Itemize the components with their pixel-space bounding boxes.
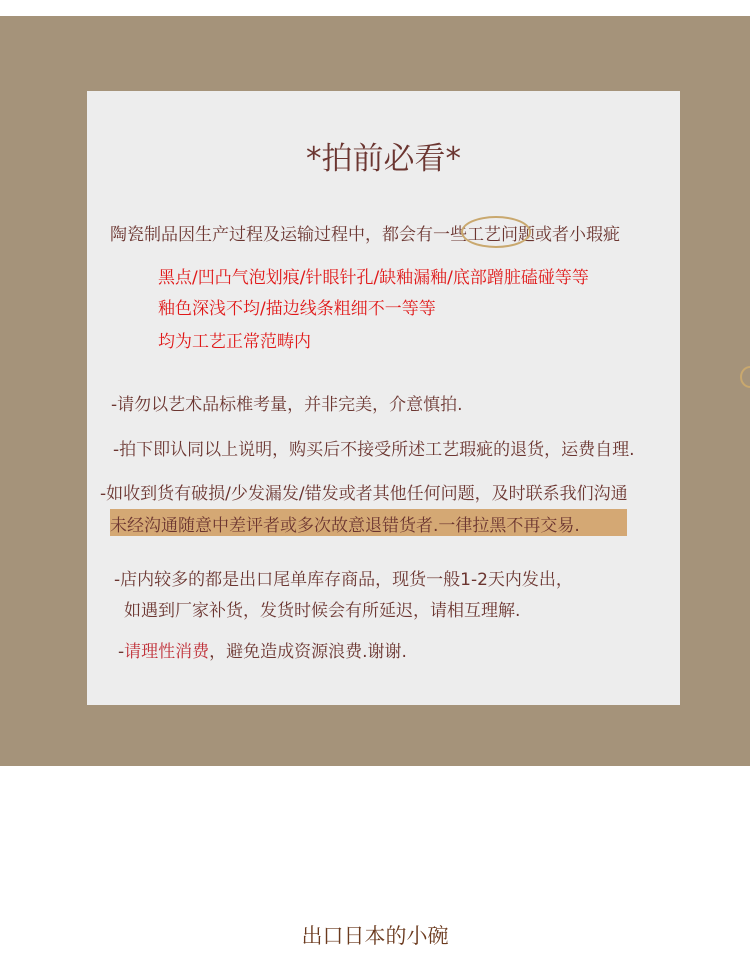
rational-dash: - xyxy=(118,642,125,662)
product-caption: 出口日本的小碗 xyxy=(301,924,449,948)
defect-line-3: 均为工艺正常范畴内 xyxy=(158,332,311,352)
note-stock-2: 如遇到厂家补货，发货时候会有所延迟，请相互理解. xyxy=(124,601,521,621)
note-damage: -如收到货有破损/少发漏发/错发或者其他任何问题，及时联系我们沟通 xyxy=(100,484,628,504)
note-agree: -拍下即认同以上说明，购买后不接受所述工艺瑕疵的退货，运费自理. xyxy=(113,440,635,460)
intro-circled: 工艺问题 xyxy=(467,225,535,245)
note-stock-1: -店内较多的都是出口尾单库存商品，现货一般1-2天内发出， xyxy=(114,570,573,590)
note-art: -请勿以艺术品标椎考量，并非完美，介意慎拍. xyxy=(111,395,463,415)
defect-line-2: 釉色深浅不均/描边线条粗细不一等等 xyxy=(158,299,436,319)
defect-line-1: 黑点/凹凸气泡划痕/针眼针孔/缺釉漏釉/底部蹭脏磕碰等等 xyxy=(158,268,589,288)
note-rational xyxy=(118,637,407,662)
note-blacklist: 未经沟通随意中差评者或多次故意退错货者.一律拉黑不再交易. xyxy=(110,516,580,536)
circle-mark xyxy=(461,216,531,248)
intro-text xyxy=(110,220,620,245)
intro-before: 陶瓷制品因生产过程及运输过程中，都会有一些 xyxy=(110,225,467,245)
intro-circled-wrap xyxy=(467,220,535,245)
notice-title: *拍前必看* xyxy=(306,141,461,177)
rational-emphasis: 请理性消费 xyxy=(124,642,210,662)
rational-rest: ，避免造成资源浪费.谢谢. xyxy=(209,642,407,662)
intro-after: 或者小瑕疵 xyxy=(535,225,620,245)
